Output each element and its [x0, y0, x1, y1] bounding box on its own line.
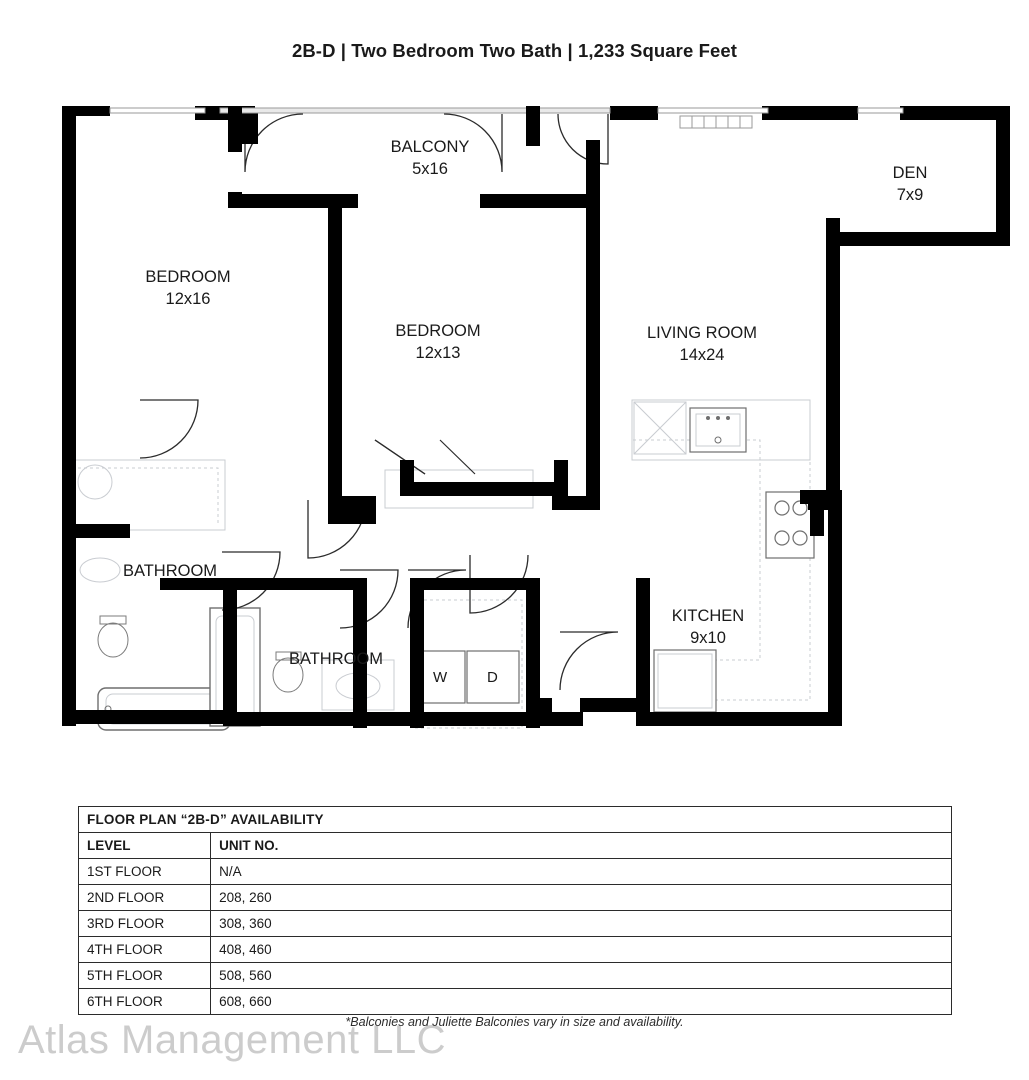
cell-level: 3RD FLOOR	[79, 911, 211, 937]
watermark-text: Atlas Management LLC	[18, 1018, 447, 1062]
cell-units: 408, 460	[211, 937, 952, 963]
room-label-bathroom-secondary: BATHROOM	[288, 650, 384, 668]
cell-units: 208, 260	[211, 885, 952, 911]
table-row	[79, 963, 952, 989]
cell-level: 4TH FLOOR	[79, 937, 211, 963]
room-label-bathroom-primary: BATHROOM	[122, 562, 218, 580]
table-row	[79, 937, 952, 963]
footnote-text: *Balconies and Juliette Balconies vary in size and availability.	[345, 1015, 684, 1029]
cell-units: 508, 560	[211, 963, 952, 989]
washer-label: W	[433, 669, 448, 686]
availability-table	[78, 806, 952, 1015]
floor-plan-diagram	[40, 100, 1029, 780]
cell-units: 608, 660	[211, 989, 952, 1015]
table-header-row	[79, 833, 952, 859]
table-row	[79, 911, 952, 937]
table-row	[79, 989, 952, 1015]
cell-level: 5TH FLOOR	[79, 963, 211, 989]
room-label-bedroom-primary: BEDROOM 12x16	[145, 268, 231, 309]
room-label-kitchen: KITCHEN 9x10	[671, 607, 745, 648]
room-label-balcony: BALCONY 5x16	[390, 138, 470, 179]
cell-units: N/A	[211, 859, 952, 885]
page-title: 2B-D | Two Bedroom Two Bath | 1,233 Square Feet	[291, 40, 738, 61]
dryer-label: D	[487, 669, 498, 686]
column-header-level: LEVEL	[79, 833, 211, 859]
cell-level: 2ND FLOOR	[79, 885, 211, 911]
room-label-den: DEN 7x9	[892, 164, 928, 205]
cell-units: 308, 360	[211, 911, 952, 937]
column-header-unit-no: UNIT NO.	[211, 833, 952, 859]
room-label-bedroom-secondary: BEDROOM 12x13	[395, 322, 481, 363]
table-row	[79, 885, 952, 911]
availability-caption: FLOOR PLAN “2B-D” AVAILABILITY	[79, 807, 952, 833]
table-row	[79, 859, 952, 885]
table-caption-row	[79, 807, 952, 833]
cell-level: 1ST FLOOR	[79, 859, 211, 885]
room-label-living-room: LIVING ROOM 14x24	[646, 324, 757, 365]
cell-level: 6TH FLOOR	[79, 989, 211, 1015]
